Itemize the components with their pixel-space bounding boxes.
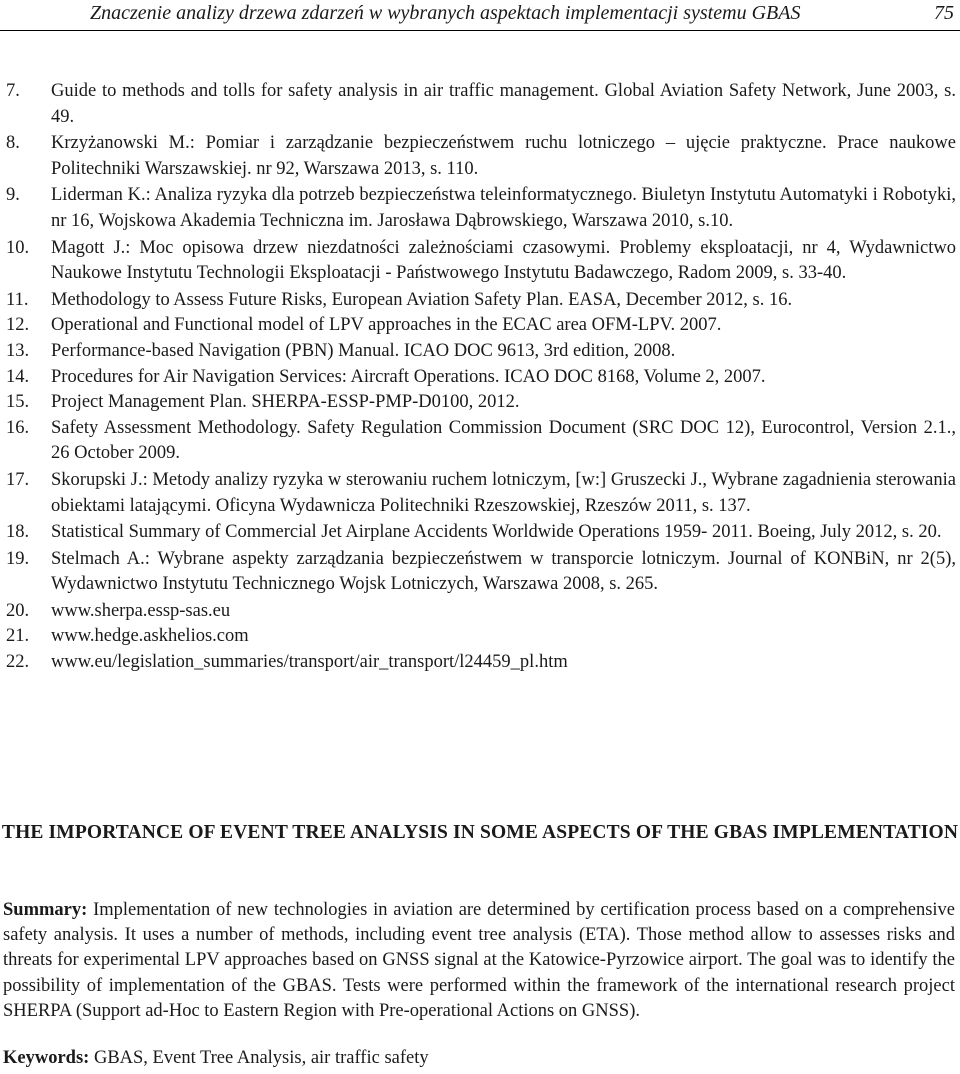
reference-number: 21. (6, 626, 30, 647)
reference-text: Guide to methods and tolls for safety analysis in air traffic management. Global Aviation Safety Network, June 2003, s. 49. (51, 81, 956, 127)
reference-item (0, 390, 956, 416)
reference-number: 14. (6, 366, 30, 387)
reference-number: 22. (6, 652, 30, 673)
reference-number: 12. (6, 315, 30, 336)
reference-item (0, 339, 956, 365)
reference-item (0, 365, 956, 391)
keywords-label: Keywords: (3, 1048, 90, 1068)
reference-item (0, 520, 956, 546)
english-article-title: THE IMPORTANCE OF EVENT TREE ANALYSIS IN SOME ASPECTS OF THE GBAS IMPLEMENTATION (1, 822, 959, 843)
reference-text: Statistical Summary of Commercial Jet Airplane Accidents Worldwide Operations 1959- 2011. Boeing, July 2012, s. 20. (51, 522, 942, 543)
summary-label: Summary: (3, 900, 88, 920)
reference-text: Methodology to Assess Future Risks, European Aviation Safety Plan. EASA, December 2012, s. 16. (51, 289, 793, 310)
reference-list (0, 79, 956, 676)
reference-number: 13. (6, 340, 30, 361)
reference-item (0, 288, 956, 314)
reference-text: www.hedge.askhelios.com (51, 626, 249, 647)
reference-text: Safety Assessment Methodology. Safety Regulation Commission Document (SRC DOC 12), Eurocontrol, Version 2.1., 26 October 2009. (51, 417, 956, 464)
reference-text: Skorupski J.: Metody analizy ryzyka w sterowaniu ruchem lotniczym, [w:] Gruszecki J., Wybrane zagadnienia sterowania obiektami latającymi. Oficyna Wydawnicza Politechniki Rzeszowskiej, Rzeszów 2011, s. 137. (51, 469, 956, 516)
reference-text: Procedures for Air Navigation Services: Aircraft Operations. ICAO DOC 8168, Volume 2, 2007. (51, 366, 766, 387)
reference-number: 19. (6, 548, 30, 569)
reference-item (0, 650, 956, 676)
reference-item (0, 468, 956, 519)
reference-number: 8. (6, 133, 20, 154)
reference-item (0, 313, 956, 339)
reference-text: Project Management Plan. SHERPA-ESSP-PMP-D0100, 2012. (51, 392, 520, 413)
reference-item (0, 236, 956, 287)
reference-text: Stelmach A.: Wybrane aspekty zarządzania bezpieczeństwem w transporcie lotniczym. Journal of KONBiN, nr 2(5), Wydawnictwo Instytutu Technicznego Wojsk Lotniczych, Warszawa 2008, s. 265. (51, 548, 956, 595)
reference-number: 11. (6, 289, 29, 310)
reference-text: www.sherpa.essp-sas.eu (51, 600, 231, 621)
reference-text: Liderman K.: Analiza ryzyka dla potrzeb bezpieczeństwa teleinformatycznego. Biuletyn Instytutu Automatyki i Robotyki, nr 16, Wojskowa Akademia Techniczna im. Jarosława Dąbrowskiego, Warszawa 2010, s.10. (51, 185, 956, 231)
reference-number: 15. (6, 392, 30, 413)
reference-item (0, 547, 956, 598)
reference-number: 18. (6, 522, 30, 543)
reference-text: Performance-based Navigation (PBN) Manual. ICAO DOC 9613, 3rd edition, 2008. (51, 340, 676, 361)
reference-item (0, 416, 956, 467)
reference-number: 17. (6, 469, 30, 490)
reference-text: www.eu/legislation_summaries/transport/air_transport/l24459_pl.htm (51, 652, 568, 673)
reference-item (0, 131, 956, 182)
keywords-text: GBAS, Event Tree Analysis, air traffic safety (89, 1048, 429, 1068)
reference-item (0, 79, 956, 130)
running-header-title: Znaczenie analizy drzewa zdarzeń w wybranych aspektach implementacji systemu GBAS (90, 2, 801, 24)
reference-text: Krzyżanowski M.: Pomiar i zarządzanie bezpieczeństwem ruchu lotniczego – ujęcie praktyczne. Prace naukowe Politechniki Warszawskiej. nr 92, Warszawa 2013, s. 110. (51, 133, 956, 179)
reference-item (0, 183, 956, 234)
keywords-line (3, 1046, 955, 1071)
reference-number: 16. (6, 417, 30, 438)
reference-text: Operational and Functional model of LPV approaches in the ECAC area OFM-LPV. 2007. (51, 315, 722, 336)
reference-text: Magott J.: Moc opisowa drzew niezdatności zależnościami czasowymi. Problemy eksploatacji, nr 4, Wydawnictwo Naukowe Instytutu Technologii Eksploatacji - Państwowego Instytutu Badawczego, Radom 2009, s. 33-40. (51, 237, 956, 284)
page-number: 75 (934, 2, 954, 24)
reference-number: 20. (6, 600, 30, 621)
reference-number: 7. (6, 81, 20, 101)
summary-paragraph (3, 898, 955, 1024)
reference-number: 9. (6, 185, 20, 206)
running-header (0, 0, 960, 31)
reference-item (0, 624, 956, 650)
summary-text: Implementation of new technologies in aviation are determined by certification process based on a comprehensive safety analysis. It uses a number of methods, including event tree analysis (ETA). Those method allow to assesses risks and threats for experimental LPV approaches based on GNSS signal at the Katowice-Pyrzowice airport. The goal was to identify the possibility of implementation of the GBAS. Tests were performed within the framework of the international research project SHERPA (Support ad-Hoc to Eastern Region with Pre-operational Actions on GNSS). (3, 900, 955, 1021)
reference-number: 10. (6, 237, 30, 258)
reference-item (0, 599, 956, 625)
